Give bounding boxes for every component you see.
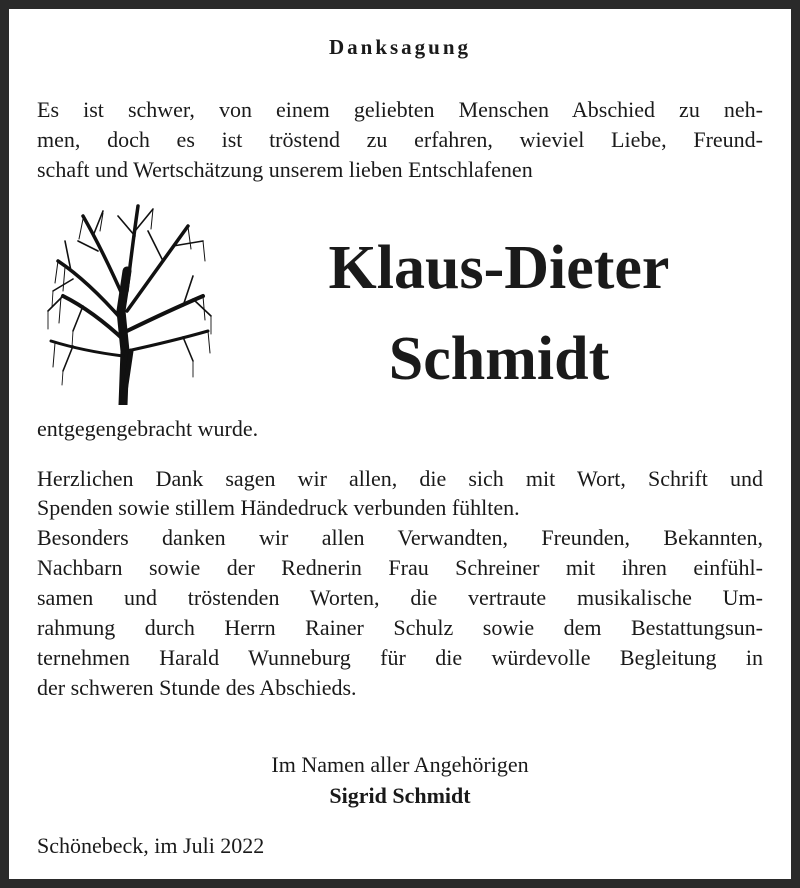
- body-line-6: rahmung durch Herrn Rainer Schulz sowie dem Bestattungsun-: [37, 615, 763, 640]
- body-line-4: Nachbarn sowie der Rednerin Frau Schreiner mit ihren einfühl-: [37, 555, 763, 580]
- after-name-text: entgegengebracht wurde.: [37, 416, 259, 441]
- intro-line-2: men, doch es ist tröstend zu erfahren, wieviel Liebe, Freund-: [37, 127, 763, 152]
- bare-tree-icon: [43, 201, 215, 405]
- body-line-7: ternehmen Harald Wunneburg für die würdevolle Begleitung in: [37, 645, 763, 670]
- deceased-last-name: Schmidt: [388, 325, 610, 393]
- signature-name: Sigrid Schmidt: [329, 783, 471, 808]
- body-line-8: der schweren Stunde des Abschieds.: [37, 675, 357, 700]
- signature-intro: Im Namen aller Angehörigen: [271, 752, 529, 777]
- body-line-2: Spenden sowie stillem Händedruck verbunden fühlten.: [37, 495, 520, 520]
- body-line-5: samen und tröstenden Worten, die vertraute musikalische Um-: [37, 585, 763, 610]
- body-line-1: Herzlichen Dank sagen wir allen, die sich mit Wort, Schrift und: [37, 466, 763, 491]
- intro-line-3: schaft und Wertschätzung unserem lieben Entschlafenen: [37, 157, 533, 182]
- notice-heading: Danksagung: [328, 35, 472, 59]
- deceased-first-name: Klaus-Dieter: [328, 234, 670, 302]
- intro-line-1: Es ist schwer, von einem geliebten Menschen Abschied zu neh-: [37, 97, 763, 122]
- body-line-3: Besonders danken wir allen Verwandten, Freunden, Bekannten,: [37, 525, 763, 550]
- place-date: Schönebeck, im Juli 2022: [37, 833, 265, 858]
